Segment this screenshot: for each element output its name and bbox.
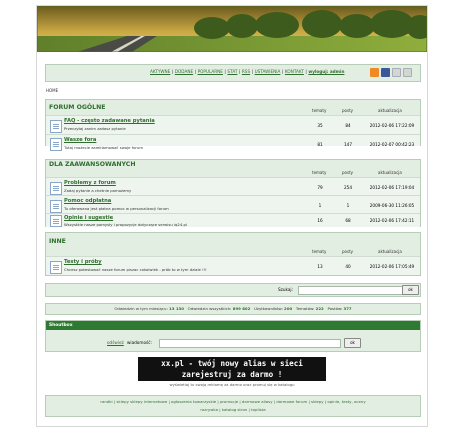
shoutbox-title: Shoutbox <box>49 323 73 328</box>
ad-caption[interactable]: wyświetlaj tu swoją reklamę za darmo oraz promuj się w katalogu <box>169 382 295 387</box>
stats-posts-value: 377 <box>343 306 352 311</box>
forum-row <box>46 195 420 214</box>
ad-line1: xx.pl - twój nowy alias w sieci <box>161 359 303 368</box>
stats-month-label: Odwiedzin w tym miesiącu: <box>114 306 168 311</box>
plus-icon[interactable] <box>392 68 401 77</box>
shoutbox-refresh-link[interactable]: odśwież <box>107 340 124 345</box>
posts-count: 254 <box>344 185 352 190</box>
logout-link[interactable]: wyloguj: admin <box>308 69 345 74</box>
ad-line2: zarejestruj za darmo ! <box>181 370 283 379</box>
breadcrumb[interactable]: HOME <box>46 88 59 93</box>
forum-icon <box>50 138 62 151</box>
forum-description: Zadaj pytanie a chetnie pomożemy <box>64 188 132 193</box>
forum-title-link[interactable]: FAQ - często zadawane pytania <box>64 118 155 124</box>
shoutbox-send-button[interactable]: ok <box>344 338 361 348</box>
nav-link-stat[interactable]: STAT <box>227 69 238 74</box>
search-bar <box>45 283 421 297</box>
forum-icon <box>50 182 62 195</box>
topics-count: 35 <box>317 123 323 128</box>
column-headers <box>46 107 420 114</box>
forum-icon <box>50 200 62 213</box>
shoutbox <box>45 320 421 352</box>
forum-title-link[interactable]: Problemy z forum <box>64 180 116 186</box>
topics-count: 79 <box>317 185 323 190</box>
forum-row <box>46 256 420 275</box>
topics-count: 1 <box>318 203 322 208</box>
col-topics: tematy <box>312 108 327 113</box>
footer-line1[interactable]: randki | sklepy sklepy internetowe | ogłoszenia towarzyskie | promocje | darmowe aliasy | darmowe forum | sklepy | opinie, testy, oceny <box>100 399 366 404</box>
forum-description: Przeczytaj zanim zadasz pytanie <box>64 126 126 131</box>
stats-bar <box>45 303 421 315</box>
col-posts: posty <box>342 170 354 175</box>
topics-count: 16 <box>317 218 323 223</box>
forum-title-link[interactable]: Testy i próby <box>64 259 102 265</box>
posts-count: 84 <box>345 123 351 128</box>
stats-topics-label: Tematów: <box>295 306 315 311</box>
posts-count: 40 <box>345 264 351 269</box>
topics-count: 81 <box>317 142 323 147</box>
section-title: DLA ZAAWANSOWANYCH <box>49 161 136 168</box>
nav-links: AKTYWNE | DODANE | POPULARNE | STAT | RSS | USTAWIENIA | KONTAKT | wyloguj: admin <box>150 69 345 74</box>
forum-title-link[interactable]: Pomoc odpłatna <box>64 198 112 204</box>
facebook-icon[interactable] <box>381 68 390 77</box>
forum-row <box>46 213 420 227</box>
forum-description: Wszystkie nasze pomysły i propozycje dotyczące serwisu iq24.pl <box>64 222 187 227</box>
nav-icons <box>370 68 412 77</box>
shoutbox-message-input[interactable] <box>159 339 341 348</box>
nav-link-ustawienia[interactable]: USTAWIENIA <box>254 69 281 74</box>
shoutbox-header <box>46 321 420 330</box>
forum-row <box>46 134 420 150</box>
section-title: INNE <box>49 238 66 245</box>
rss-icon[interactable] <box>370 68 379 77</box>
col-updated: aktualizacja <box>378 249 402 254</box>
posts-count: 1 <box>346 203 350 208</box>
footer-line2[interactable]: rozrywka | katalog stron | toplista <box>200 407 266 412</box>
col-updated: aktualizacja <box>378 170 402 175</box>
search-input[interactable] <box>298 286 405 295</box>
header-banner <box>37 6 427 52</box>
forum-description: Tutaj możecie zareklamować swoje forum <box>64 145 144 150</box>
nav-link-popularne[interactable]: POPULARNE <box>197 69 223 74</box>
col-posts: posty <box>342 249 354 254</box>
forum-section <box>45 232 421 276</box>
stats-total-label: Odwiedzin wszystkich: <box>187 306 232 311</box>
search-label: Szukaj: <box>278 287 294 292</box>
forum-icon <box>50 120 62 133</box>
forum-section <box>45 159 421 227</box>
column-headers <box>46 169 420 176</box>
forum-icon <box>50 215 62 227</box>
col-topics: tematy <box>312 170 327 175</box>
stats-total-value: 899 802 <box>232 306 251 311</box>
forum-section <box>45 99 421 150</box>
forum-icon <box>50 261 62 274</box>
last-updated: 2012-02-07 00:42:23 <box>369 142 415 147</box>
forum-title-link[interactable]: Wasze fora <box>64 137 97 143</box>
column-headers <box>46 248 420 255</box>
stats-month-value: 13 130 <box>169 306 184 311</box>
shoutbox-message-label: wiadomość: <box>127 340 152 345</box>
stats-users-label: Użytkowników: <box>254 306 283 311</box>
top-navigation <box>45 64 421 82</box>
nav-link-kontakt[interactable]: KONTAKT <box>284 69 304 74</box>
nav-link-dodane[interactable]: DODANE <box>174 69 194 74</box>
last-updated: 2012-02-06 17:22:09 <box>369 123 415 128</box>
topics-count: 13 <box>317 264 323 269</box>
col-posts: posty <box>342 108 354 113</box>
last-updated: 2012-02-06 17:42:11 <box>369 218 415 223</box>
stats-topics-value: 222 <box>315 306 324 311</box>
forum-description: Tu oferowana jest płatna pomoc w personalizacji forum <box>64 206 169 211</box>
nav-link-rss[interactable]: RSS <box>241 69 251 74</box>
page-container <box>36 5 428 427</box>
last-updated: 2012-02-06 17:19:04 <box>369 185 415 190</box>
stats-posts-label: Postów: <box>327 306 343 311</box>
footer-links <box>45 395 421 417</box>
nav-link-aktywne[interactable]: AKTYWNE <box>150 69 171 74</box>
forum-row <box>46 115 420 134</box>
col-updated: aktualizacja <box>378 108 402 113</box>
posts-count: 68 <box>345 218 351 223</box>
search-button[interactable]: ok <box>402 285 419 295</box>
last-updated: 2012-02-06 17:05:49 <box>369 264 415 269</box>
forum-title-link[interactable]: Opinie i sugestie <box>64 215 114 221</box>
forum-description: Chcesz potestować nasze forum piszac cokolwiek - prób to w tym dziale !!! <box>64 267 207 272</box>
forum-row <box>46 177 420 196</box>
stats-users-value: 200 <box>284 306 293 311</box>
ad-banner[interactable] <box>138 357 326 381</box>
posts-count: 147 <box>344 142 352 147</box>
col-topics: tematy <box>312 249 327 254</box>
share-icon[interactable] <box>403 68 412 77</box>
last-updated: 2009-06-30 11:26:05 <box>369 203 415 208</box>
section-title: FORUM OGÓLNE <box>49 104 106 111</box>
